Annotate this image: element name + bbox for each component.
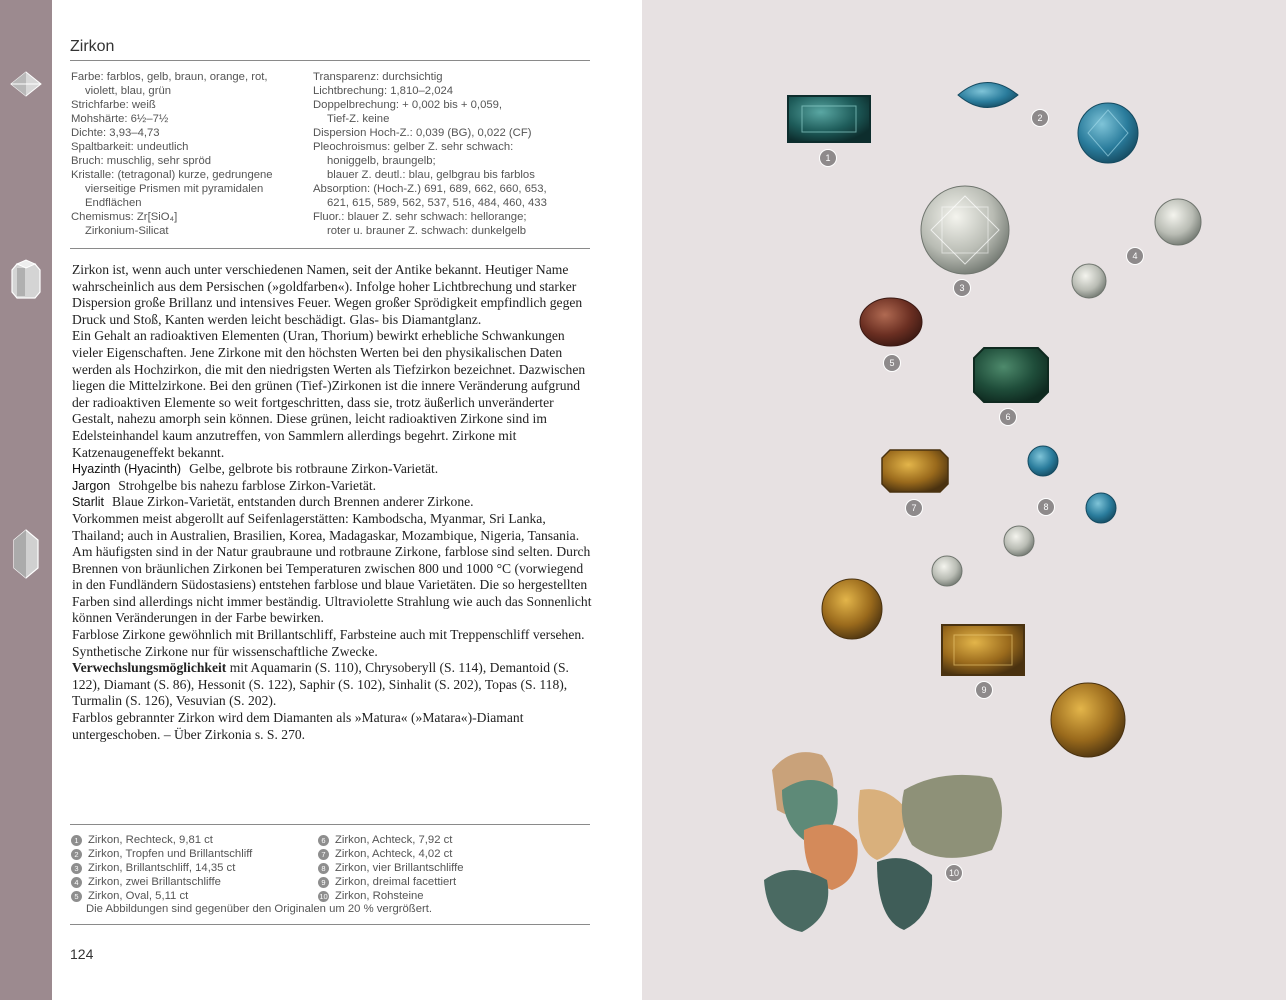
property-right-line: Doppelbrechung: + 0,002 bis + 0,059, — [313, 99, 503, 111]
caption-number: 1 — [71, 835, 82, 846]
property-right-line: honiggelb, braungelb; — [327, 155, 436, 167]
caption-item — [318, 875, 464, 889]
badge-5: 5 — [884, 355, 900, 371]
property-left-line: violett, blau, grün — [85, 85, 172, 97]
caption-text: Zirkon, vier Brillantschliffe — [335, 862, 464, 874]
property-right-line: Dispersion Hoch-Z.: 0,039 (BG), 0,022 (CF) — [313, 127, 532, 139]
variety-term: Starlit — [72, 495, 104, 510]
confusion-label: Verwechslungsmöglichkeit — [72, 660, 227, 676]
property-left-line: Farbe: farblos, gelb, braun, orange, rot, — [71, 71, 268, 83]
caption-item — [318, 833, 464, 847]
captions-rule-bottom — [70, 924, 590, 925]
property-right-line: 621, 615, 589, 562, 537, 516, 484, 460, 433 — [327, 197, 547, 209]
badge-8: 8 — [1038, 499, 1054, 515]
caption-item — [318, 861, 464, 875]
variety-starlit — [72, 494, 592, 511]
property-right-line: Pleochroismus: gelber Z. sehr schwach: — [313, 141, 514, 153]
property-right-line: roter u. brauner Z. schwach: dunkelgelb — [327, 225, 527, 237]
caption-item — [318, 847, 464, 861]
gem-8-four-brilliants — [932, 446, 1116, 586]
cut-paragraph: Farblose Zirkone gewöhnlich mit Brillantschliff, Farbsteine auch mit Treppenschliff versehen. Synthetische Zirkone nur für wissenschaftliche Zwecke. — [72, 627, 585, 659]
photo-page — [642, 0, 1286, 1000]
gem-7-octagon — [882, 450, 948, 492]
variety-term: Jargon — [72, 478, 111, 493]
caption-text: Zirkon, Oval, 5,11 ct — [88, 890, 189, 902]
confusion-paragraph — [72, 660, 592, 710]
crystal-bipyramid-icon — [9, 528, 43, 580]
property-right-line: Tief-Z. keine — [327, 113, 390, 125]
caption-text: Zirkon, Rechteck, 9,81 ct — [88, 834, 213, 846]
property-left-line: Bruch: muschlig, sehr spröd — [71, 155, 212, 167]
gem-9-faceted — [822, 579, 1125, 757]
variety-desc: Strohgelbe bis nahezu farblose Zirkon-Varietät. — [118, 477, 377, 493]
properties-rule — [70, 248, 590, 249]
badge-2: 2 — [1032, 110, 1048, 126]
caption-item — [71, 875, 252, 889]
page-number: 124 — [70, 946, 94, 962]
badge-10: 10 — [946, 865, 962, 881]
properties-left — [71, 70, 311, 238]
caption-text: Zirkon, Achteck, 7,92 ct — [335, 834, 453, 846]
property-right-line: Absorption: (Hoch-Z.) 691, 689, 662, 660, 653, — [313, 183, 547, 195]
badge-3: 3 — [954, 280, 970, 296]
property-left-line: Spaltbarkeit: undeutlich — [71, 141, 189, 153]
page-title: Zirkon — [70, 38, 115, 55]
badge-6: 6 — [1000, 409, 1016, 425]
caption-item — [71, 833, 252, 847]
caption-number: 5 — [71, 891, 82, 902]
title-rule — [70, 60, 590, 61]
property-left-line: Endflächen — [85, 197, 142, 209]
gem-3-brilliant — [921, 186, 1009, 274]
property-left-line: Strichfarbe: weiß — [71, 99, 156, 111]
caption-number: 7 — [318, 849, 329, 860]
confusion-text: mit Aquamarin (S. 110), Chrysoberyll (S. 114), Demantoid (S. 122), Diamant (S. 86), Hessonit (S. 122), Saphir (S. 102), Sinhalit (S. 202), Topas (S. 118), Turmalin (S. 126), Vesuvian (S. 202). — [72, 660, 569, 709]
caption-text: Zirkon, Brillantschliff, 14,35 ct — [88, 862, 236, 874]
caption-text: Zirkon, Rohsteine — [335, 890, 424, 902]
property-right-line: Transparenz: durchsichtig — [313, 71, 443, 83]
crystal-prism-icon — [9, 258, 43, 304]
badge-1: 1 — [820, 150, 836, 166]
caption-item — [318, 889, 464, 903]
property-left-line: Zirkonium-Silicat — [85, 225, 169, 237]
caption-number: 8 — [318, 863, 329, 874]
caption-text: Zirkon, zwei Brillantschliffe — [88, 876, 221, 888]
gem-5-oval — [860, 298, 922, 346]
variety-hyacinth — [72, 461, 592, 478]
property-left-line: vierseitige Prismen mit pyramidalen — [85, 183, 264, 195]
property-right-line: blauer Z. deutl.: blau, gelbgrau bis farblos — [327, 169, 535, 181]
badge-9: 9 — [976, 682, 992, 698]
captions-rule-top — [70, 824, 590, 825]
properties-right — [313, 70, 593, 238]
caption-number: 9 — [318, 877, 329, 888]
gem-10-rough-stones — [764, 752, 1002, 932]
occurrence-paragraph: Vorkommen meist abgerollt auf Seifenlagerstätten: Kambodscha, Myanmar, Sri Lanka, Thailand; auch in Australien, Brasilien, Korea, Madagaskar, Mozambique, Nigeria, Tansania. — [72, 510, 580, 543]
intro-paragraph: Zirkon ist, wenn auch unter verschiedenen Namen, seit der Antike bekannt. Heutiger Name wahrscheinlich aus dem Persischen (»goldfarben«). Infolge hoher Lichtbrechung und starker Dispersion große Brillanz und intensives Feuer. Wegen großer Sprödigkeit empfindlich gegen Druck und Stoß, Kanten werden leicht beschädigt. Glas- bis Diamantglanz. — [72, 262, 583, 327]
property-left-line: Kristalle: (tetragonal) kurze, gedrungene — [71, 169, 273, 181]
caption-item — [71, 861, 252, 875]
caption-item — [71, 847, 252, 861]
gem-2-drop-and-round — [958, 83, 1138, 164]
gemstone-photo — [642, 0, 1286, 1000]
caption-number: 3 — [71, 863, 82, 874]
badge-4: 4 — [1127, 248, 1143, 264]
radioactivity-paragraph: Ein Gehalt an radioaktiven Elementen (Uran, Thorium) bewirkt erhebliche Schwankungen vieler Eigenschaften. Jene Zirkone mit den höchsten Werten bei den physikalischen Daten werden als Hochzirkon, die mit den niedrigsten Werten als Tiefzirkon bezeichnet. Dazwischen liegen die Mittelzirkone. Bei den grünen (Tief-)Zirkonen ist die innere Veränderung aufgrund der radioaktiven Elemente so weit fortgeschritten, dass sie, trotz äußerlich unveränderter Gestalt, nahezu amorph sein können. Diese grünen, leicht radioaktiven Zirkone sind im Edelsteinhandel kaum anzutreffen, von Sammlern allerdings begehrt. Zirkone mit Katzenaugeneffekt bekannt. — [72, 328, 586, 460]
captions-right — [318, 833, 464, 903]
captions-left — [71, 833, 252, 903]
variety-desc: Blaue Zirkon-Varietät, entstanden durch Brennen anderer Zirkone. — [111, 494, 474, 510]
size-note: Die Abbildungen sind gegenüber den Originalen um 20 % vergrößert. — [86, 903, 433, 915]
description-text — [72, 262, 592, 743]
caption-number: 6 — [318, 835, 329, 846]
caption-text: Zirkon, dreimal facettiert — [335, 876, 457, 888]
caption-number: 10 — [319, 892, 328, 901]
matura-paragraph: Farblos gebrannter Zirkon wird dem Diamanten als »Matura« (»Matara«)-Diamant untergeschoben. – Über Zirkonia s. S. 270. — [72, 710, 524, 742]
property-right-line: Fluor.: blauer Z. sehr schwach: hellorange; — [313, 211, 527, 223]
side-tab-strip — [0, 0, 52, 1000]
property-left-line: Mohshärte: 6½–7½ — [71, 113, 169, 125]
gem-1-rectangle — [788, 96, 870, 142]
crystal-octahedron-icon — [9, 70, 43, 98]
property-left-line: Chemismus: Zr[SiO₄] — [71, 211, 178, 223]
badge-7: 7 — [906, 500, 922, 516]
caption-text: Zirkon, Tropfen und Brillantschliff — [88, 848, 253, 860]
caption-number: 4 — [71, 877, 82, 888]
caption-item — [71, 889, 252, 903]
gem-6-octagon — [974, 348, 1048, 402]
caption-text: Zirkon, Achteck, 4,02 ct — [335, 848, 453, 860]
property-left-line: Dichte: 3,93–4,73 — [71, 127, 160, 139]
variety-term: Hyazinth (Hyacinth) — [72, 462, 182, 477]
variety-jargon — [72, 478, 592, 495]
property-right-line: Lichtbrechung: 1,810–2,024 — [313, 85, 454, 97]
variety-desc: Gelbe, gelbrote bis rotbraune Zirkon-Varietät. — [189, 461, 439, 477]
caption-number: 2 — [71, 849, 82, 860]
frequency-paragraph: Am häufigsten sind in der Natur graubraune und rotbraune Zirkone, farblose sind selten. Durch Brennen von bräunlichen Zirkonen bei Temperaturen zwischen 800 und 1000 °C (vorwiegend in den Fundländern Südostasiens) entstehen farblose und blaue Varietäten. Die so hergestellten Farben sind allerdings nicht immer beständig. Ultraviolette Strahlung wie auch das Sonnenlicht können Veränderungen in der Farbe bewirken. — [72, 544, 592, 626]
